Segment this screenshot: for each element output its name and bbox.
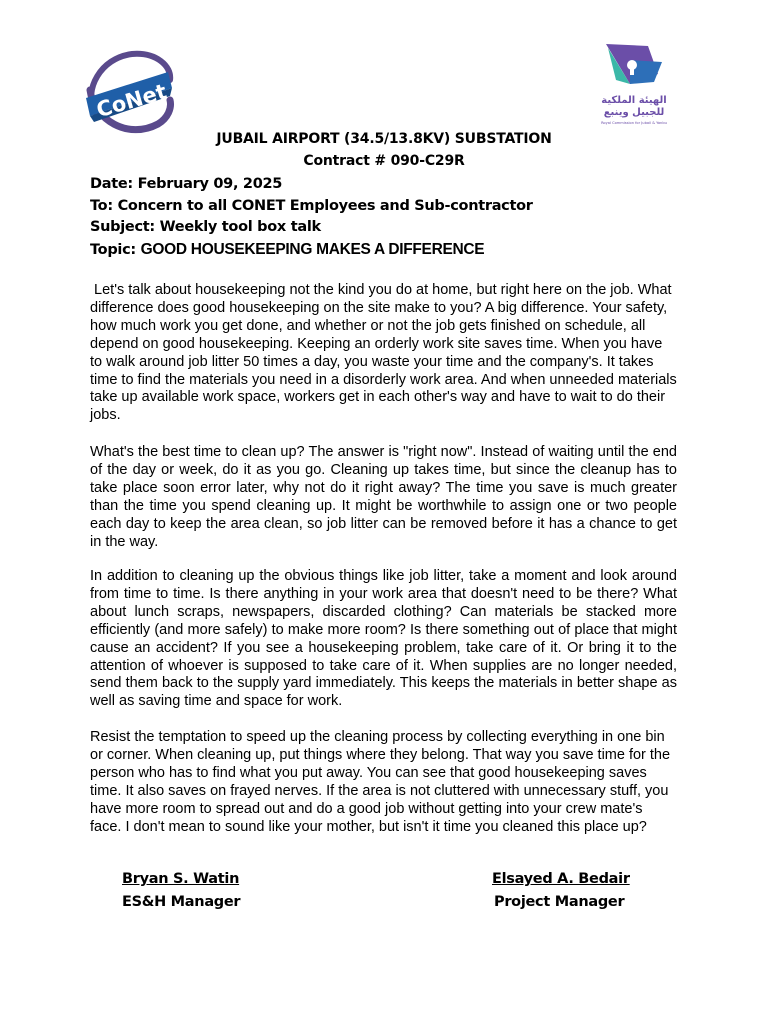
body-paragraph-3: In addition to cleaning up the obvious things like job litter, take a moment and look around from time to time. Is there anything in your work area that doesn't need to be there? What about lunch scraps, newspapers, discarded clothing? Can materials be stacked more efficiently (and more safely) to make more room? Is there something out of place that might cause an accident? If you see a housekeeping problem, take care of it. Or bring it to the attention of whoever is supposed to take care of it. When supplies are no longer needed, send them back to the supply yard immediately. This keeps the materials in better shape as well as saving time and space for work.	[90, 568, 677, 710]
topic-line	[90, 241, 484, 259]
conet-logo-text: CoNet	[93, 79, 170, 123]
date-line: Date: February 09, 2025	[90, 176, 283, 192]
signatory-right-name: Elsayed A. Bedair	[492, 871, 630, 887]
body-paragraph-2: What's the best time to clean up? The answer is "right now". Instead of waiting until the end of the day or week, do it as you go. Cleaning up takes time, but since the cleanup has to take place soon error later, why not do it right away? The time you save is much greater than the time you spend cleaning up. It might be worthwhile to assign one or two people each day to keep the area clean, so job litter can be removed before it has a chance to get in the way.	[90, 444, 677, 550]
svg-text:للجبيل وينبع: للجبيل وينبع	[603, 107, 665, 118]
topic-text: GOOD HOUSEKEEPING MAKES A DIFFERENCE	[140, 241, 485, 258]
conet-logo	[80, 50, 176, 140]
royal-commission-logo	[586, 40, 682, 130]
document-title: JUBAIL AIRPORT (34.5/13.8KV) SUBSTATION	[216, 131, 552, 147]
topic-label: Topic:	[90, 242, 141, 258]
body-paragraph-1: Let's talk about housekeeping not the kind you do at home, but right here on the job. What difference does good housekeeping on the site make to you? A big difference. Your safety, how much work you get done, and whether or not the job gets finished on schedule, all depend on good housekeeping. Keeping an orderly work site saves time. When you have to walk around job litter 50 times a day, you waste your time and the company's. It takes time to find the materials you need in a disorderly work area. And when unneeded materials take up available work space, workers get in each other's way and have to wait to do their jobs.	[90, 282, 681, 424]
subject-line: Subject: Weekly tool box talk	[90, 219, 321, 235]
to-line: To: Concern to all CONET Employees and Sub-contractor	[90, 198, 533, 214]
signatory-left-name: Bryan S. Watin	[122, 871, 240, 887]
signatory-right-title: Project Manager	[494, 894, 625, 910]
svg-text:Royal Commission for Jubail &: Royal Commission for Jubail & Yanbu	[601, 121, 667, 125]
contract-number: Contract # 090-C29R	[303, 153, 465, 169]
svg-text:الهيئة الملكية: الهيئة الملكية	[601, 95, 667, 106]
body-paragraph-4: Resist the temptation to speed up the cleaning process by collecting everything in one bin or corner. When cleaning up, put things where they belong. That way you save time for the person who has to find what you put away. You can see that good housekeeping saves time. It also saves on frayed nerves. If the area is not cluttered with unnecessary stuff, you have more room to spread out and do a good job without getting into your crew mate's face. I don't mean to sound like your mother, but isn't it time you cleaned this place up?	[90, 729, 671, 835]
signatory-left-title: ES&H Manager	[122, 894, 241, 910]
